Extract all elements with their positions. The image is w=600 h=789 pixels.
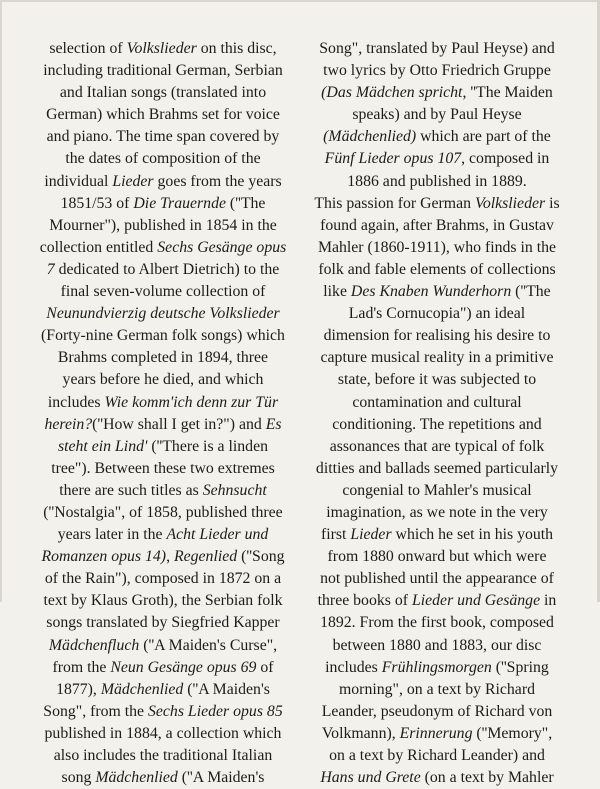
text-line: [300, 679, 574, 701]
body-text: (''Nostalgia", of 1858, published three: [43, 503, 283, 521]
italic-title-text: Neun Gesänge opus 69: [110, 658, 257, 676]
text-line: [26, 745, 300, 767]
body-text: is: [545, 194, 560, 212]
page-edge-top: [0, 0, 600, 2]
italic-title-text: Regenlied: [173, 548, 238, 566]
text-line: [300, 635, 574, 657]
text-line: [26, 568, 300, 590]
text-line: [300, 568, 574, 590]
text-line: [300, 38, 574, 60]
text-line: [300, 546, 574, 568]
text-line: [300, 436, 574, 458]
body-text: (''A Maiden's Curse",: [139, 636, 278, 654]
italic-title-text: Wie komm'ich denn zur Tür: [104, 393, 279, 411]
text-line: [300, 281, 574, 303]
text-line: [300, 126, 574, 148]
text-line: [26, 414, 300, 436]
body-text: congenial to Mahler's musical: [342, 481, 532, 499]
body-text: (''Memory",: [472, 724, 553, 742]
text-line: [26, 148, 300, 170]
body-text: ,: [166, 548, 174, 566]
text-line: [26, 524, 300, 546]
text-line: [26, 369, 300, 391]
text-line: [300, 612, 574, 634]
body-text: dedicated to Albert Dietrich) to the: [54, 260, 280, 278]
body-text: Lad's Cornucopia") an ideal: [348, 305, 526, 323]
body-text: Song", from the: [43, 702, 149, 720]
text-line: [26, 281, 300, 303]
left-text-column: [26, 38, 300, 789]
body-text: Brahms completed in 1894, three: [57, 349, 269, 367]
body-text: (''A Maiden's: [183, 680, 270, 698]
body-text: morning", on a text by Richard: [339, 680, 535, 698]
text-line: [300, 590, 574, 612]
body-text: which are part of the: [416, 128, 551, 146]
text-line: [26, 171, 300, 193]
text-line: [26, 215, 300, 237]
body-text: which he set in his youth: [391, 526, 554, 544]
body-text: includes: [325, 658, 382, 676]
text-line: [26, 767, 300, 789]
text-line: [26, 259, 300, 281]
body-text: songs translated by Siegfried Kapper: [46, 614, 280, 632]
text-line: [26, 237, 300, 259]
text-line: [300, 458, 574, 480]
body-text: 1851/53 of: [60, 194, 134, 212]
text-line: [300, 237, 574, 259]
body-text: speaks) and by Paul Heyse: [352, 106, 522, 124]
body-text: German) which Brahms set for voice: [46, 106, 280, 124]
italic-title-text: 7: [46, 260, 55, 278]
italic-title-text: (Mädchenlied): [323, 128, 417, 146]
text-line: [300, 745, 574, 767]
italic-title-text: Lieder: [112, 172, 154, 190]
body-text: state, before it was subjected to: [337, 371, 537, 389]
body-text: imagination, as we note in the very: [326, 503, 548, 521]
body-text: not published until the appearance of: [320, 570, 554, 588]
text-line: [300, 524, 574, 546]
body-text: capture musical reality in a primitive: [320, 349, 554, 367]
text-line: [300, 701, 574, 723]
body-text: selection of: [49, 40, 127, 57]
italic-title-text: Lieder und Gesänge: [411, 592, 541, 610]
text-line: [26, 590, 300, 612]
text-line: [300, 325, 574, 347]
body-text: contamination and cultural: [352, 393, 522, 411]
body-text: and piano. The time span covered by: [46, 128, 280, 146]
text-line: [300, 303, 574, 325]
body-text: years later in the: [57, 526, 167, 544]
body-text: first: [320, 526, 351, 544]
body-text: text by Klaus Groth), the Serbian folk: [43, 592, 283, 610]
body-text: (''A Maiden's: [177, 769, 265, 787]
body-text: the dates of composition of the: [65, 150, 261, 168]
body-text: dimension for realising his desire to: [323, 327, 551, 345]
italic-title-text: steht ein Lind': [57, 437, 148, 455]
body-text: 1892. From the first book, composed: [320, 614, 554, 632]
text-line: [26, 458, 300, 480]
italic-title-text: Mädchenlied: [100, 680, 184, 698]
text-line: [300, 480, 574, 502]
body-text: in: [540, 592, 557, 610]
text-line: [300, 767, 574, 789]
body-text: Volkmann),: [321, 724, 400, 742]
text-line: [26, 303, 300, 325]
italic-title-text: herein?: [44, 415, 93, 433]
text-line: [26, 612, 300, 634]
body-text: and Italian songs (translated into: [59, 84, 267, 102]
body-text: two lyrics by Otto Friedrich Gruppe: [323, 62, 551, 80]
text-line: [26, 723, 300, 745]
text-line: [300, 414, 574, 436]
text-line: [300, 193, 574, 215]
italic-title-text: Sechs Lieder opus 85: [148, 702, 283, 720]
text-line: [26, 82, 300, 104]
text-line: [26, 657, 300, 679]
italic-title-text: Sehnsucht: [202, 481, 267, 499]
body-text: ditties and ballads seemed particularly: [315, 459, 559, 477]
text-line: [300, 171, 574, 193]
italic-title-text: Es: [265, 415, 282, 433]
text-line: [300, 82, 574, 104]
body-text: includes: [47, 393, 105, 411]
body-text: of: [256, 658, 274, 676]
text-line: [26, 193, 300, 215]
italic-title-text: Volkslieder: [474, 194, 546, 212]
body-text: , ''The Maiden: [462, 84, 553, 102]
italic-title-text: Erinnerung: [399, 724, 473, 742]
body-text: Mourner"), published in 1854 in the: [49, 216, 277, 234]
text-line: [300, 104, 574, 126]
text-line: [300, 723, 574, 745]
body-text: from the: [52, 658, 111, 676]
italic-title-text: Des Knaben Wunderhorn: [350, 283, 512, 301]
italic-title-text: Lieder: [350, 526, 392, 544]
right-text-column: [300, 38, 574, 789]
text-line: [300, 657, 574, 679]
page-edge-left: [0, 0, 2, 602]
text-line: [300, 215, 574, 237]
italic-title-text: Frühlingsmorgen: [381, 658, 492, 676]
text-line: [300, 347, 574, 369]
body-text: (''The: [511, 283, 551, 301]
italic-title-text: Die Trauernde: [133, 194, 226, 212]
italic-title-text: Neunundvierzig deutsche Volkslieder: [46, 305, 280, 323]
body-text: published in 1884, a collection which: [44, 724, 282, 742]
text-line: [26, 480, 300, 502]
body-text: individual: [44, 172, 113, 190]
body-text: , composed in: [461, 150, 550, 168]
body-text: conditioning. The repetitions and: [332, 415, 542, 433]
text-line: [300, 148, 574, 170]
text-line: [26, 546, 300, 568]
body-text: of the Rain"), composed in 1872 on a: [44, 570, 282, 588]
text-line: [26, 679, 300, 701]
body-text: Mahler (1860-1911), who finds in the: [317, 238, 557, 256]
text-line: [26, 392, 300, 414]
text-line: [26, 635, 300, 657]
text-line: [26, 38, 300, 60]
body-text: goes from the years: [153, 172, 282, 190]
body-text: (''Spring: [491, 658, 549, 676]
body-text: there are such titles as: [59, 481, 203, 499]
body-text: collection entitled: [39, 238, 158, 256]
body-text: (Forty-nine German folk songs) which: [41, 327, 285, 345]
italic-title-text: Romanzen opus 14): [41, 548, 167, 566]
italic-title-text: Mädchenfluch: [48, 636, 140, 654]
body-text: between 1880 and 1883, our disc: [332, 636, 542, 654]
body-text: (''The: [225, 194, 266, 212]
italic-title-text: Volkslieder: [126, 40, 197, 57]
italic-title-text: (Das Mädchen spricht: [321, 84, 463, 102]
italic-title-text: Acht Lieder und: [166, 526, 269, 544]
body-text: found again, after Brahms, in Gustav: [320, 216, 554, 234]
text-line: [26, 60, 300, 82]
body-text: 1886 and published in 1889.: [347, 172, 527, 190]
text-line: [300, 502, 574, 524]
body-text: Leander, pseudonym of Richard von: [321, 702, 553, 720]
body-text: (''How shall I get in?") and: [92, 415, 266, 433]
body-text: (on a text by Mahler: [420, 769, 554, 787]
body-text: from 1880 onward but which were: [327, 548, 547, 566]
body-text: folk and fable elements of collections: [318, 260, 556, 278]
text-line: [26, 104, 300, 126]
text-line: [300, 392, 574, 414]
italic-title-text: Mädchenlied: [95, 769, 178, 787]
body-text: years before he died, and which: [62, 371, 264, 389]
italic-title-text: Sechs Gesänge opus: [157, 238, 287, 256]
text-line: [26, 701, 300, 723]
body-text: also includes the traditional Italian: [53, 747, 273, 764]
body-text: tree"). Between these two extremes: [51, 459, 275, 477]
italic-title-text: Fünf Lieder opus 107: [324, 150, 462, 168]
italic-title-text: Hans und Grete: [320, 769, 421, 787]
text-line: [26, 502, 300, 524]
text-line: [26, 126, 300, 148]
body-text: on this disc,: [196, 40, 277, 57]
body-text: including traditional German, Serbian: [43, 62, 283, 80]
body-text: (''Song: [237, 548, 285, 566]
text-line: [300, 60, 574, 82]
text-line: [26, 436, 300, 458]
body-text: on a text by Richard Leander) and: [329, 747, 545, 764]
body-text: final seven-volume collection of: [60, 283, 266, 301]
body-text: Song", translated by Paul Heyse) and: [319, 40, 555, 57]
text-line: [300, 259, 574, 281]
body-text: three books of: [317, 592, 412, 610]
body-text: song: [61, 769, 96, 787]
body-text: assonances that are typical of folk: [329, 437, 545, 455]
text-line: [26, 347, 300, 369]
body-text: like: [323, 283, 351, 301]
body-text: 1877),: [56, 680, 101, 698]
body-text: (''There is a linden: [147, 437, 268, 455]
text-line: [300, 369, 574, 391]
body-text: This passion for German: [314, 194, 475, 212]
text-line: [26, 325, 300, 347]
